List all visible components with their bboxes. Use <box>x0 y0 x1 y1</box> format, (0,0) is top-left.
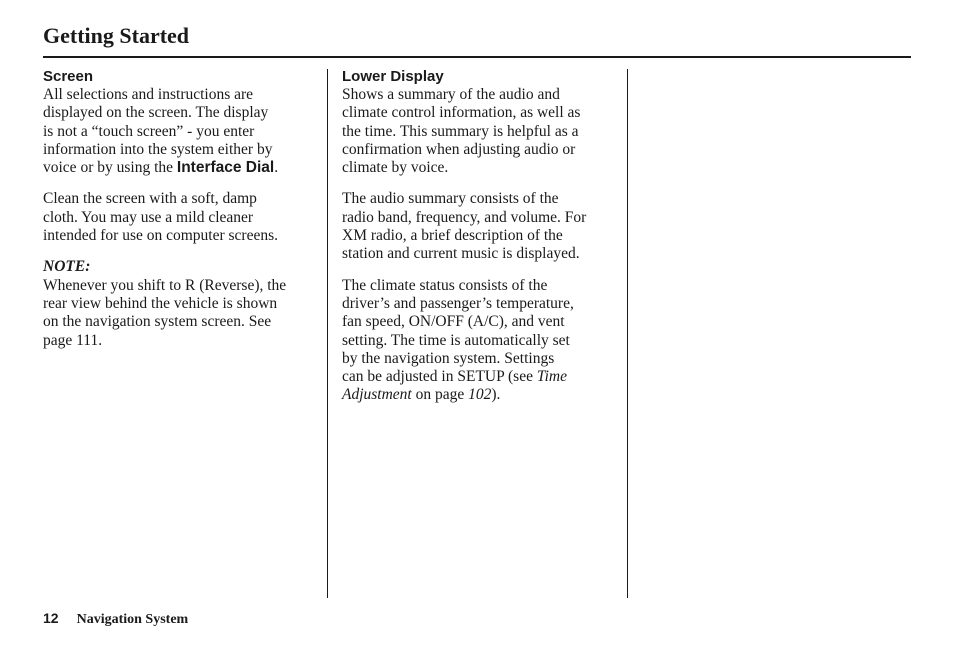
page-number: 12 <box>43 610 59 626</box>
closing-paren: ). <box>491 386 501 404</box>
lower-display-paragraph-3 <box>342 277 614 405</box>
interface-dial-term: Interface Dial <box>176 159 275 177</box>
lower-display-paragraph-1: Shows a summary of the audio and climate control information, as well as the time. This summary is helpful as a confirmation when adjusting audio or climate by voice. <box>342 86 581 177</box>
screen-paragraph-1-text: All selections and instructions are displayed on the screen. The display is not a “touch screen” - you enter information into the system either by voice or by using the <box>43 86 273 177</box>
lower-display-section <box>342 68 614 418</box>
screen-section <box>43 68 313 363</box>
page-title: Getting Started <box>43 23 190 48</box>
lower-display-paragraph-2: The audio summary consists of the radio band, frequency, and volume. For XM radio, a brief description of the station and current music is displayed. <box>342 190 587 263</box>
on-page-text: on page <box>411 386 469 404</box>
footer-title: Navigation System <box>76 612 189 627</box>
screen-paragraph-1 <box>43 86 313 177</box>
note-block <box>43 258 313 349</box>
climate-status-text: The climate status consists of the driver’s and passenger’s temperature, fan speed, ON/OFF (A/C), and vent setting. The time is automatically set by the navigation system. Settings can be adjusted in SETUP (see <box>342 276 574 386</box>
note-text: Whenever you shift to R (Reverse), the rear view behind the vehicle is shown on the navigation system screen. See page 111. <box>43 276 287 349</box>
page-reference: 102 <box>468 386 492 404</box>
screen-paragraph-1-end: . <box>274 159 279 177</box>
screen-heading: Screen <box>43 68 94 85</box>
screen-paragraph-2: Clean the screen with a soft, damp cloth. You may use a mild cleaner intended for use on computer screens. <box>43 190 279 245</box>
column-divider-right <box>627 69 628 598</box>
column-divider-left <box>327 69 328 598</box>
note-label: NOTE: <box>43 258 91 276</box>
header-rule <box>43 56 911 58</box>
lower-display-heading: Lower Display <box>342 68 444 85</box>
page-footer <box>43 609 188 629</box>
time-adjustment-reference: Time Adjustment <box>342 368 568 404</box>
